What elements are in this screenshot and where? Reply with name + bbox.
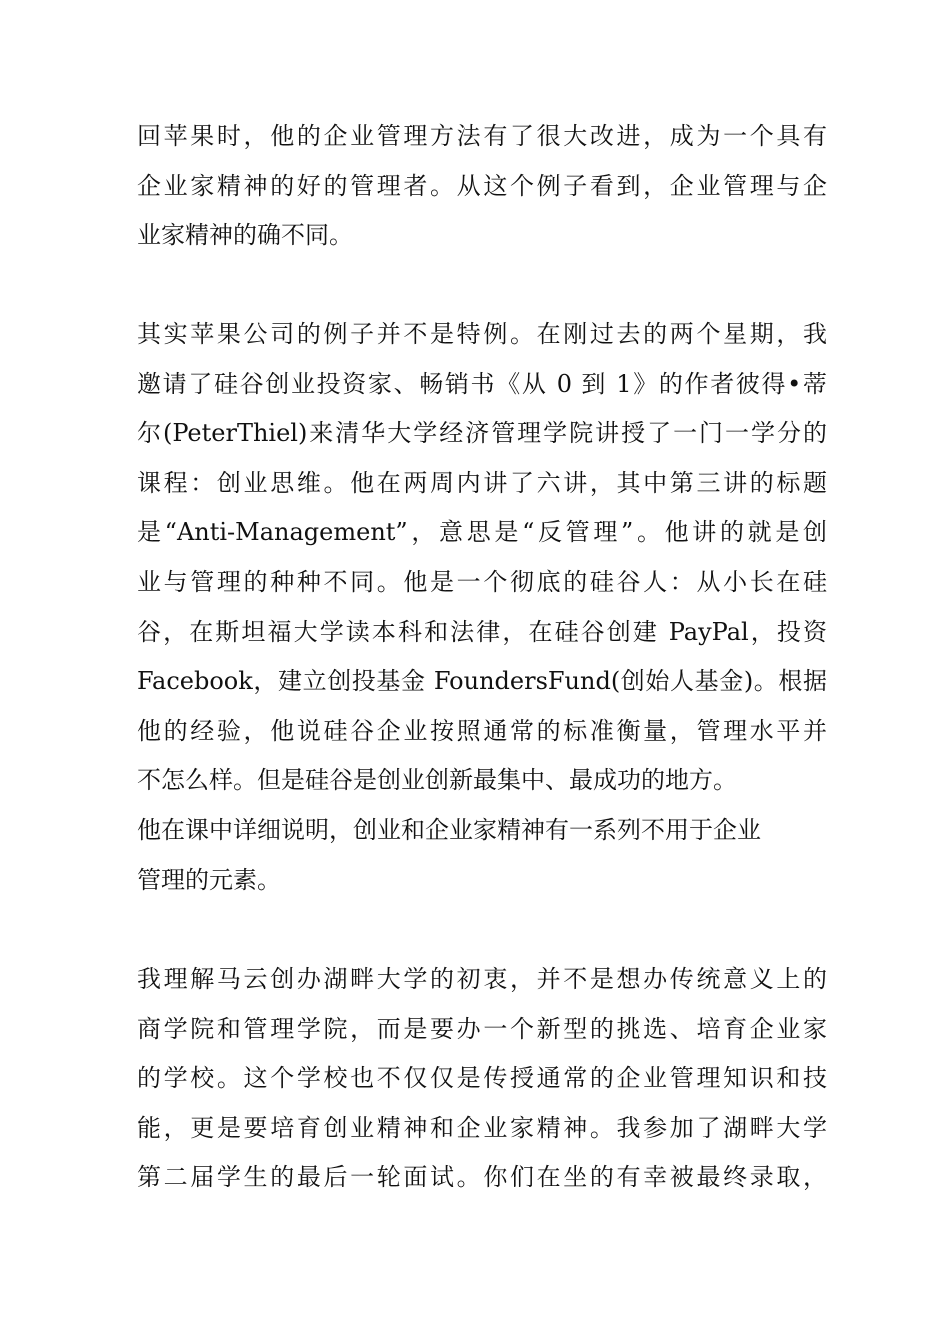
paragraph-3 [137,955,827,1203]
text-line: 业家精神的确不同。 [137,221,353,250]
text-line: 业与管理的种种不同。他是一个彻底的硅谷人：从小长在硅 [137,567,827,596]
text-line: 他在课中详细说明，创业和企业家精神有一系列不用于企业 [137,815,761,844]
text-line: 尔(PeterThiel)来清华大学经济管理学院讲授了一门一学分的 [137,419,827,448]
text-line: 的学校。这个学校也不仅仅是传授通常的企业管理知识和技 [137,1064,827,1093]
paragraph-2 [137,310,827,905]
text-line: 课程：创业思维。他在两周内讲了六讲，其中第三讲的标题 [137,468,827,497]
text-line: 商学院和管理学院，而是要办一个新型的挑选、培育企业家 [137,1014,827,1043]
text-line: 管理的元素。 [137,865,281,894]
text-line: 其实苹果公司的例子并不是特例。在刚过去的两个星期，我 [137,320,827,348]
text-line: 他的经验，他说硅谷企业按照通常的标准衡量，管理水平并 [137,716,827,745]
text-line: 回苹果时，他的企业管理方法有了很大改进，成为一个具有 [137,122,827,150]
text-line: 不怎么样。但是硅谷是创业创新最集中、最成功的地方。 [137,766,737,795]
text-line: Facebook，建立创投基金 FoundersFund(创始人基金)。根据 [137,667,827,696]
text-line: 是“Anti-Management”，意思是“反管理”。他讲的就是创 [137,518,827,547]
text-line: 邀请了硅谷创业投资家、畅销书《从 0 到 1》的作者彼得•蒂 [137,369,827,398]
text-line: 企业家精神的好的管理者。从这个例子看到，企业管理与企 [137,171,827,200]
text-line: 能，更是要培育创业精神和企业家精神。我参加了湖畔大学 [137,1113,827,1142]
text-line: 谷，在斯坦福大学读本科和法律，在硅谷创建 PayPal，投资 [137,617,827,646]
text-line: 我理解马云创办湖畔大学的初衷，并不是想办传统意义上的 [137,965,827,993]
paragraph-1 [137,112,827,261]
text-line: 第二届学生的最后一轮面试。你们在坐的有幸被最终录取， [137,1163,827,1192]
